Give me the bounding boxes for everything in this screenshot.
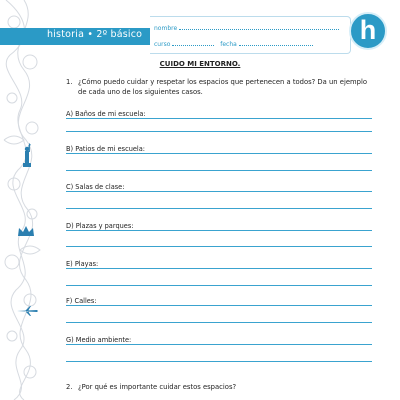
answer-item-g[interactable] — [66, 336, 372, 348]
question-2-number: 2. — [66, 383, 73, 391]
plane-icon — [16, 306, 38, 316]
answer-item-label: C) Salas de clase: — [66, 183, 125, 191]
subject-label: historia • 2º básico — [47, 29, 143, 40]
nombre-row — [154, 23, 339, 32]
curso-field[interactable] — [172, 39, 214, 46]
answer-item-d[interactable] — [66, 222, 372, 234]
answer-item-label: G) Medio ambiente: — [66, 336, 132, 344]
question-1-number: 1. — [66, 78, 73, 86]
student-info-box — [150, 16, 351, 54]
answer-line — [66, 344, 372, 345]
answer-line-extra[interactable] — [66, 131, 372, 132]
answer-line — [66, 153, 372, 154]
answer-item-label: F) Calles: — [66, 297, 97, 305]
answer-item-f[interactable] — [66, 297, 372, 309]
answer-line — [66, 268, 372, 269]
answer-item-label: D) Plazas y parques: — [66, 222, 134, 230]
answer-line-extra[interactable] — [66, 361, 372, 362]
answer-line-extra[interactable] — [66, 170, 372, 171]
answer-line — [66, 118, 372, 119]
question-1-text: ¿Cómo puedo cuidar y respetar los espacios que pertenecen a todos? Da un ejemplo de cada uno de los siguientes casos. — [78, 78, 368, 96]
nombre-field[interactable] — [179, 23, 339, 30]
answer-line-extra[interactable] — [66, 285, 372, 286]
answer-item-a[interactable] — [66, 110, 372, 122]
logo-letter: h — [359, 15, 377, 45]
answer-line-extra[interactable] — [66, 208, 372, 209]
answer-item-e[interactable] — [66, 260, 372, 272]
question-2 — [66, 382, 376, 392]
crown-icon — [16, 224, 36, 238]
answer-line-extra[interactable] — [66, 322, 372, 323]
question-2-text: ¿Por qué es importante cuidar estos espacios? — [78, 383, 237, 391]
worksheet-title: CUIDO MI ENTORNO. — [159, 60, 241, 68]
answer-item-b[interactable] — [66, 145, 372, 157]
answer-line — [66, 191, 372, 192]
answer-item-label: E) Playas: — [66, 260, 99, 268]
nombre-label: nombre — [154, 25, 178, 32]
answer-item-label: A) Baños de mi escuela: — [66, 110, 146, 118]
fecha-field[interactable] — [239, 39, 313, 46]
question-1 — [66, 77, 376, 97]
curso-fecha-row — [154, 39, 313, 48]
answer-item-c[interactable] — [66, 183, 372, 195]
curso-label: curso — [154, 41, 171, 48]
answer-line — [66, 305, 372, 306]
answer-line-extra[interactable] — [66, 246, 372, 247]
answer-item-label: B) Patios de mi escuela: — [66, 145, 146, 153]
subject-bar — [0, 28, 150, 45]
logo-badge — [349, 12, 387, 50]
torch-statue-icon — [18, 143, 36, 169]
answer-line — [66, 230, 372, 231]
fecha-label: fecha — [220, 41, 237, 48]
